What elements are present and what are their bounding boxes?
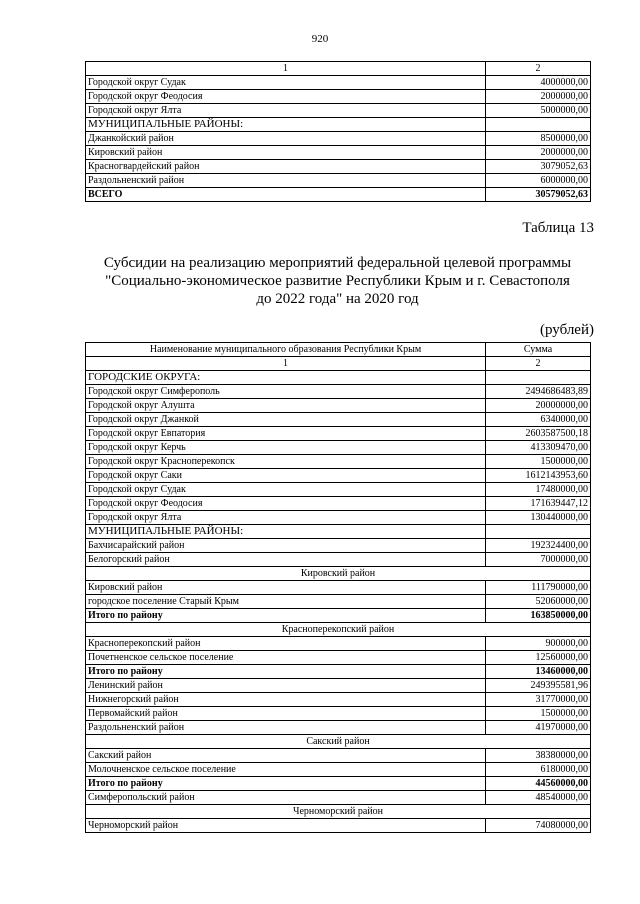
subsidy-amount: 1612143953,60 (486, 469, 591, 483)
column-number-2: 2 (486, 357, 591, 371)
subsidy-amount: 48540000,00 (486, 791, 591, 805)
subsidy-amount: 20000000,00 (486, 399, 591, 413)
total-row (86, 665, 591, 679)
table-row (86, 76, 591, 90)
subsidy-amount (486, 118, 591, 132)
table-row (86, 455, 591, 469)
table-row (86, 595, 591, 609)
subsidy-amount: 5000000,00 (486, 104, 591, 118)
table-row (86, 399, 591, 413)
table-row (86, 427, 591, 441)
total-row (86, 188, 591, 202)
group-header-label: Красноперекопский район (86, 623, 591, 637)
subsidy-amount: 163850000,00 (486, 609, 591, 623)
group-header-row (86, 567, 591, 581)
table-row (86, 539, 591, 553)
municipality-name: Городской округ Симферополь (86, 385, 486, 399)
table-row (86, 146, 591, 160)
municipality-name: Городской округ Судак (86, 483, 486, 497)
table-row (86, 413, 591, 427)
table-row (86, 160, 591, 174)
subsidy-amount: 2000000,00 (486, 146, 591, 160)
municipality-name: МУНИЦИПАЛЬНЫЕ РАЙОНЫ: (86, 525, 486, 539)
table-row (86, 483, 591, 497)
municipality-name: Городской округ Керчь (86, 441, 486, 455)
municipality-name: Кировский район (86, 146, 486, 160)
column-number-1: 1 (86, 62, 486, 76)
table-row (86, 791, 591, 805)
municipality-name: Городской округ Феодосия (86, 497, 486, 511)
municipality-name: Городской округ Джанкой (86, 413, 486, 427)
header-row (86, 343, 591, 357)
column-number-1: 1 (86, 357, 486, 371)
subsidy-amount: 6180000,00 (486, 763, 591, 777)
subsidy-amount: 31770000,00 (486, 693, 591, 707)
table-row (86, 679, 591, 693)
table-row (86, 637, 591, 651)
subsidy-amount: 38380000,00 (486, 749, 591, 763)
column-number-row (86, 357, 591, 371)
subsidy-amount: 6000000,00 (486, 174, 591, 188)
header-sum: Сумма (486, 343, 591, 357)
group-header-label: Кировский район (86, 567, 591, 581)
municipality-name: Почетненское сельское поселение (86, 651, 486, 665)
header-name: Наименование муниципального образования Республики Крым (86, 343, 486, 357)
table-row (86, 651, 591, 665)
subsidy-amount: 413309470,00 (486, 441, 591, 455)
municipality-name: Красноперекопский район (86, 637, 486, 651)
heading-line: "Социально-экономическое развитие Республики Крым и г. Севастополя (105, 273, 570, 289)
municipality-name: Городской округ Саки (86, 469, 486, 483)
table-row (86, 90, 591, 104)
group-header-row (86, 735, 591, 749)
table-row (86, 511, 591, 525)
subsidy-amount: 249395581,96 (486, 679, 591, 693)
table-row (86, 104, 591, 118)
municipality-name: Городской округ Красноперекопск (86, 455, 486, 469)
subsidy-amount: 1500000,00 (486, 455, 591, 469)
subsidy-amount: 192324400,00 (486, 539, 591, 553)
subsidy-amount: 44560000,00 (486, 777, 591, 791)
municipality-name: Городской округ Феодосия (86, 90, 486, 104)
municipality-name: городское поселение Старый Крым (86, 595, 486, 609)
units-label: (рублей) (539, 322, 594, 338)
municipality-name: Итого по району (86, 777, 486, 791)
municipality-name: Молочненское сельское поселение (86, 763, 486, 777)
subsidy-amount: 30579052,63 (486, 188, 591, 202)
municipality-name: Итого по району (86, 665, 486, 679)
municipality-name: Итого по району (86, 609, 486, 623)
municipality-name: Городской округ Ялта (86, 511, 486, 525)
table-heading (85, 254, 590, 308)
municipality-name: ГОРОДСКИЕ ОКРУГА: (86, 371, 486, 385)
subsidy-amount: 171639447,12 (486, 497, 591, 511)
municipality-name: Городской округ Алушта (86, 399, 486, 413)
subsidy-amount: 74080000,00 (486, 819, 591, 833)
subsidy-amount: 17480000,00 (486, 483, 591, 497)
municipality-name: Городской округ Ялта (86, 104, 486, 118)
table-row (86, 763, 591, 777)
table-row (86, 441, 591, 455)
subsidy-amount: 7000000,00 (486, 553, 591, 567)
subsidy-amount: 3079052,63 (486, 160, 591, 174)
group-header-row (86, 805, 591, 819)
municipality-name: Городской округ Судак (86, 76, 486, 90)
municipality-name: ВСЕГО (86, 188, 486, 202)
municipality-name: Первомайский район (86, 707, 486, 721)
section-row (86, 525, 591, 539)
municipality-name: Раздольненский район (86, 721, 486, 735)
table-row (86, 721, 591, 735)
column-number-2: 2 (486, 62, 591, 76)
municipality-name: Сакский район (86, 749, 486, 763)
municipality-name: Кировский район (86, 581, 486, 595)
table-row (86, 469, 591, 483)
subsidy-amount: 1500000,00 (486, 707, 591, 721)
subsidy-amount: 2000000,00 (486, 90, 591, 104)
group-header-row (86, 623, 591, 637)
section-row (86, 371, 591, 385)
municipality-name: Бахчисарайский район (86, 539, 486, 553)
municipality-name: Красногвардейский район (86, 160, 486, 174)
table-row (86, 174, 591, 188)
group-header-label: Сакский район (86, 735, 591, 749)
section-row (86, 118, 591, 132)
table-row (86, 553, 591, 567)
subsidy-amount: 4000000,00 (486, 76, 591, 90)
subsidy-amount: 2603587500,18 (486, 427, 591, 441)
municipality-name: Городской округ Евпатория (86, 427, 486, 441)
subsidy-amount: 52060000,00 (486, 595, 591, 609)
municipality-name: МУНИЦИПАЛЬНЫЕ РАЙОНЫ: (86, 118, 486, 132)
continued-subsidy-table (85, 61, 591, 202)
subsidy-amount: 41970000,00 (486, 721, 591, 735)
table-row (86, 385, 591, 399)
municipality-name: Джанкойский район (86, 132, 486, 146)
heading-line: до 2022 года" на 2020 год (256, 291, 419, 307)
municipality-name: Белогорский район (86, 553, 486, 567)
group-header-label: Черноморский район (86, 805, 591, 819)
table-row (86, 819, 591, 833)
subsidy-table-13 (85, 342, 591, 833)
column-number-row (86, 62, 591, 76)
subsidy-amount: 111790000,00 (486, 581, 591, 595)
page-number: 920 (311, 33, 329, 45)
municipality-name: Черноморский район (86, 819, 486, 833)
table-row (86, 132, 591, 146)
heading-line: Субсидии на реализацию мероприятий федеральной целевой программы (103, 255, 572, 271)
subsidy-amount: 13460000,00 (486, 665, 591, 679)
table-row (86, 497, 591, 511)
total-row (86, 777, 591, 791)
table-row (86, 749, 591, 763)
total-row (86, 609, 591, 623)
municipality-name: Симферопольский район (86, 791, 486, 805)
subsidy-amount (486, 371, 591, 385)
subsidy-amount: 6340000,00 (486, 413, 591, 427)
table-row (86, 581, 591, 595)
table-row (86, 693, 591, 707)
subsidy-amount (486, 525, 591, 539)
table-label: Таблица 13 (522, 220, 594, 236)
municipality-name: Ленинский район (86, 679, 486, 693)
subsidy-amount: 2494686483,89 (486, 385, 591, 399)
subsidy-amount: 130440000,00 (486, 511, 591, 525)
subsidy-amount: 900000,00 (486, 637, 591, 651)
municipality-name: Нижнегорский район (86, 693, 486, 707)
subsidy-amount: 12560000,00 (486, 651, 591, 665)
subsidy-amount: 8500000,00 (486, 132, 591, 146)
municipality-name: Раздольненский район (86, 174, 486, 188)
table-row (86, 707, 591, 721)
